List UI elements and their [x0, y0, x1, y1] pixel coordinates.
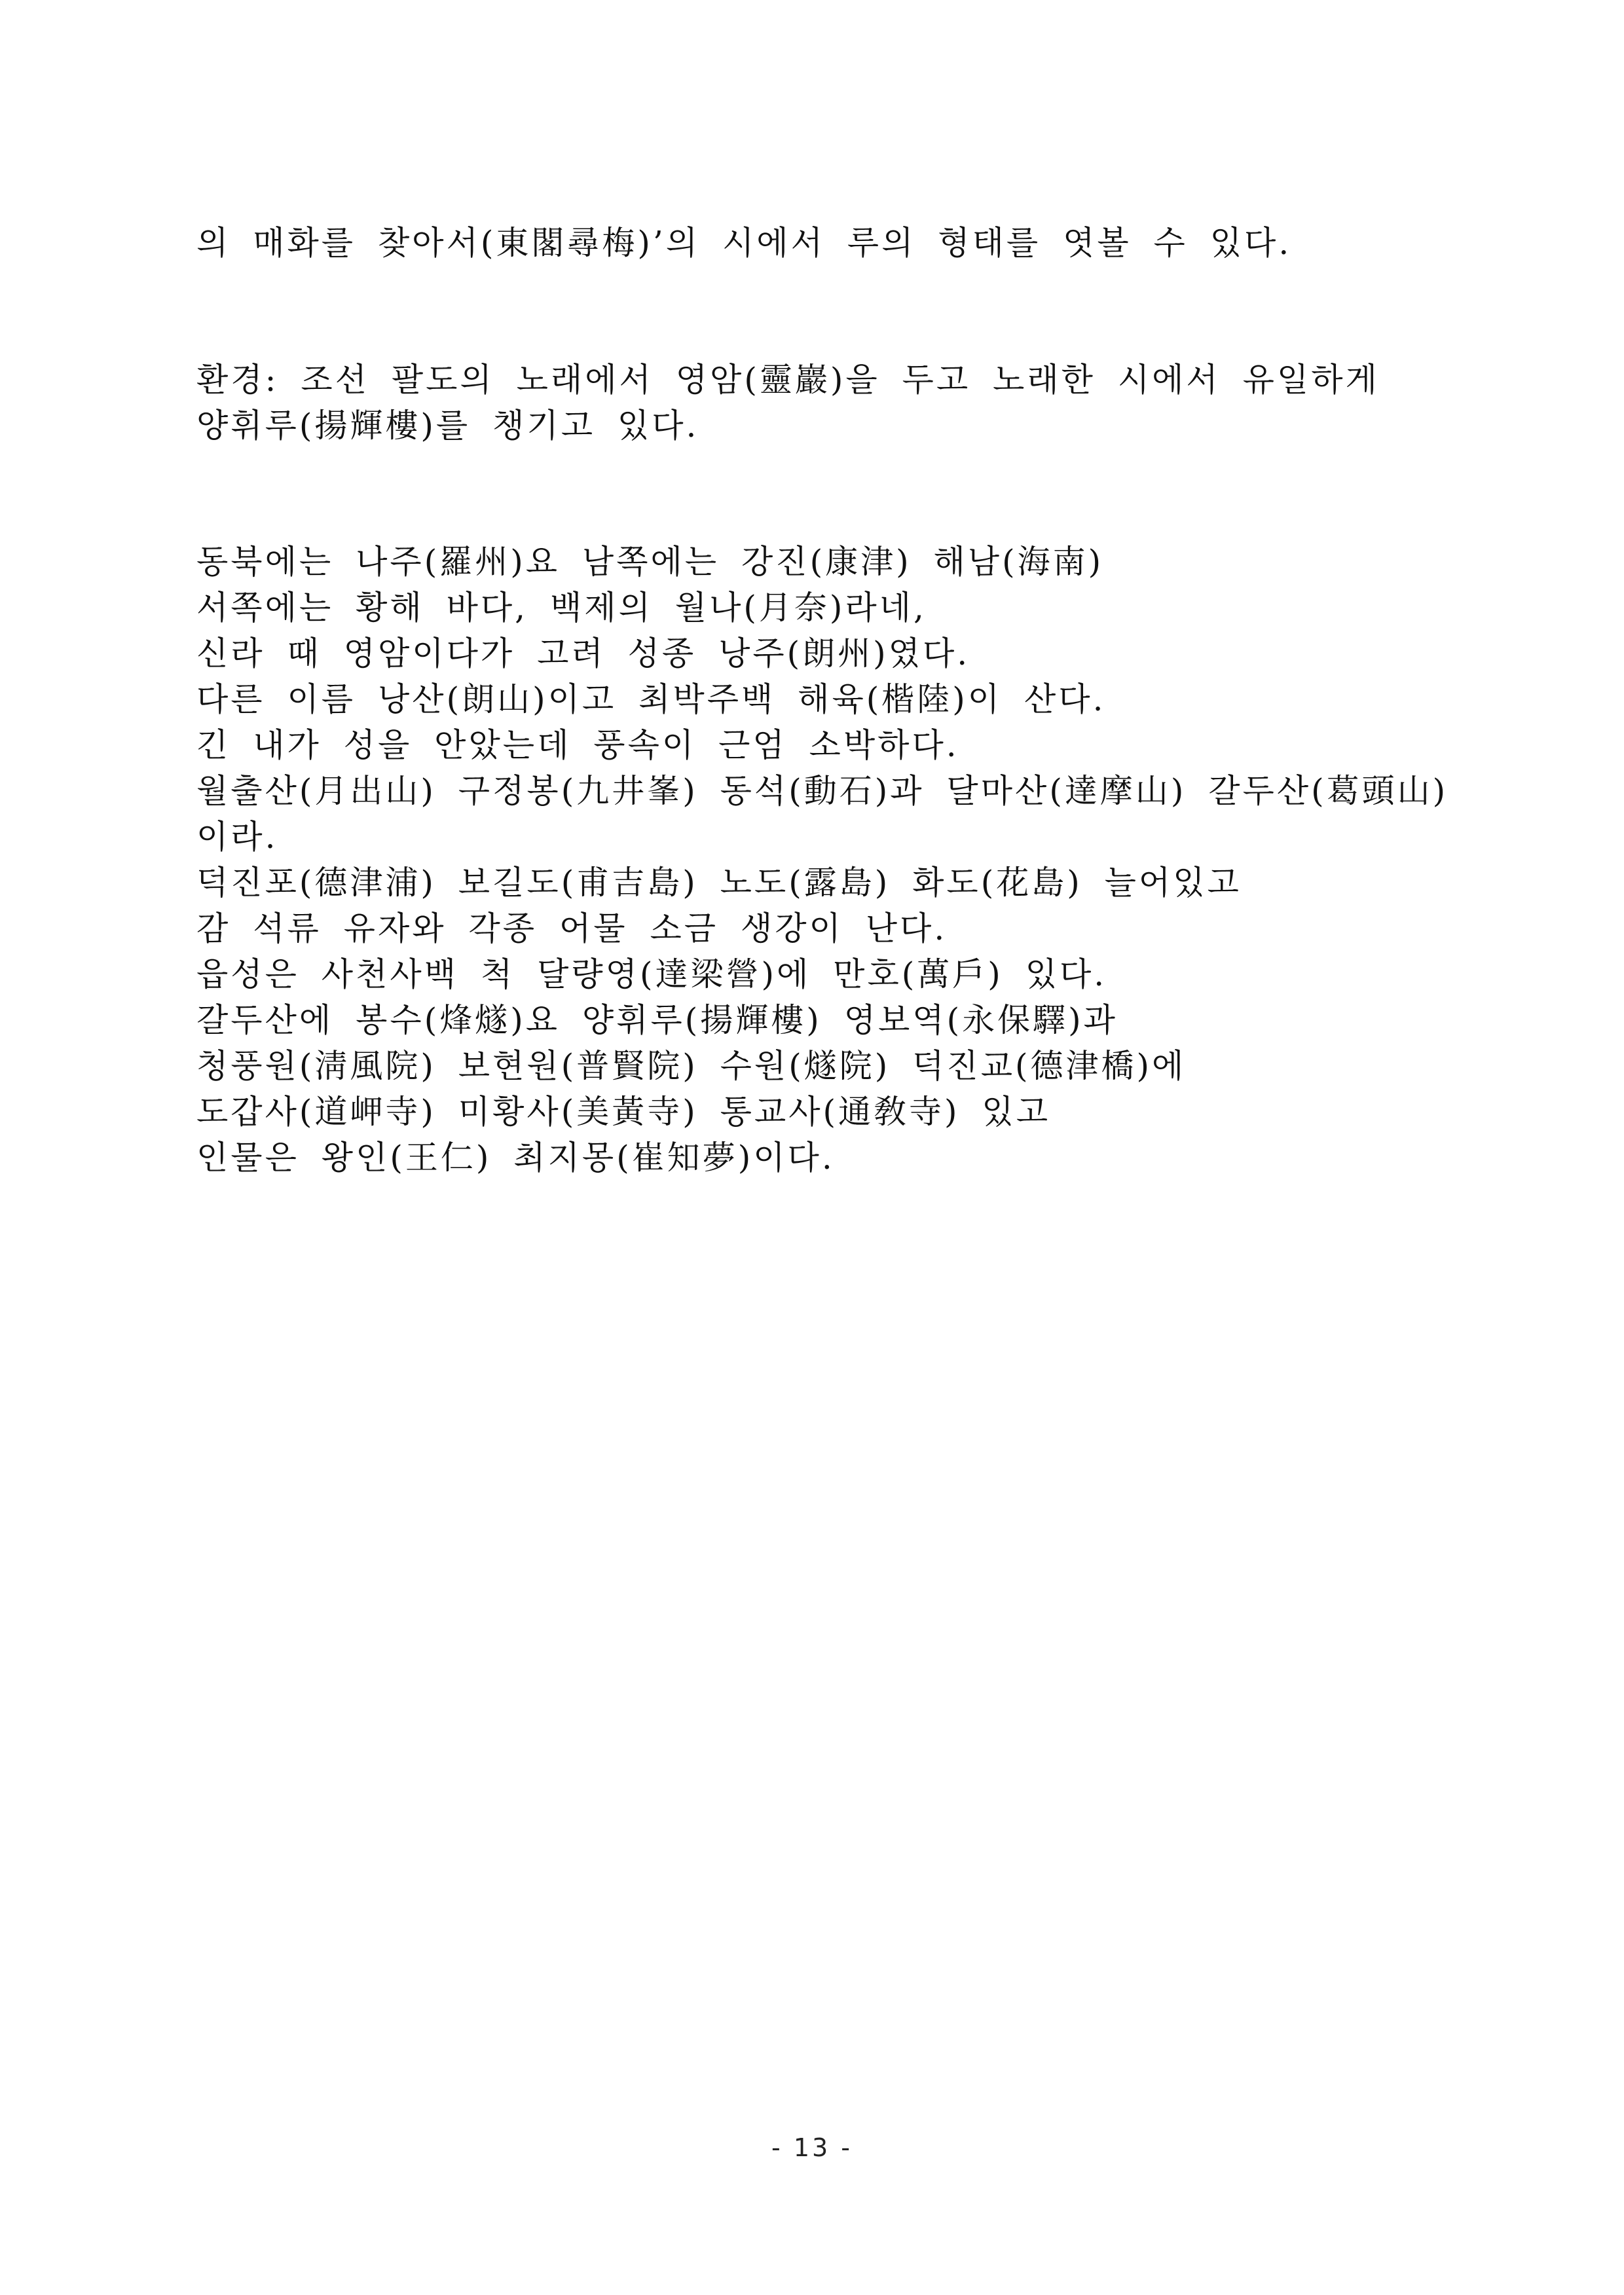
document-body [196, 220, 1449, 1181]
paragraph-gap [196, 266, 1441, 357]
paragraph-gap [196, 449, 1441, 539]
text-line: 환경: 조선 팔도의 노래에서 영암(靈巖)을 두고 노래한 시에서 유일하게 [196, 361, 1380, 399]
poem-line: 인물은 왕인(王仁) 최지몽(崔知夢)이다. [196, 1139, 835, 1177]
poem-line: 덕진포(德津浦) 보길도(甫吉島) 노도(露島) 화도(花島) 늘어있고 [196, 864, 1242, 902]
text-line: 양휘루(揚輝樓)를 챙기고 있다. [196, 407, 699, 445]
page-number: - 13 - [771, 2133, 853, 2162]
poem-line: 서쪽에는 황해 바다, 백제의 월나(月奈)라네, [196, 589, 927, 627]
text-line: 의 매화를 찾아서(東閣尋梅)’의 시에서 루의 형태를 엿볼 수 있다. [196, 224, 1292, 262]
poem-line: 신라 때 영암이다가 고려 성종 낭주(朗州)였다. [196, 634, 970, 672]
poem-line: 다른 이름 낭산(朗山)이고 최박주백 해육(楷陸)이 산다. [196, 680, 1106, 718]
poem-line: 감 석류 유자와 각종 어물 소금 생강이 난다. [196, 909, 948, 947]
poem-line: 동북에는 나주(羅州)요 남쪽에는 강진(康津) 해남(海南) [196, 543, 1104, 581]
poem-line: 도갑사(道岬寺) 미황사(美黃寺) 통교사(通敎寺) 있고 [196, 1093, 1051, 1131]
poem-line: 읍성은 사천사백 척 달량영(達梁營)에 만호(萬戶) 있다. [196, 955, 1107, 993]
poem-line: 청풍원(淸風院) 보현원(普賢院) 수원(燧院) 덕진교(德津橋)에 [196, 1047, 1187, 1085]
poem-line: 이라. [196, 818, 278, 856]
poem-line: 갈두산에 봉수(烽燧)요 양휘루(揚輝樓) 영보역(永保驛)과 [196, 1001, 1118, 1039]
poem-line: 긴 내가 성을 안았는데 풍속이 근엄 소박하다. [196, 726, 959, 764]
poem-line: 월출산(月出山) 구정봉(九井峯) 동석(動石)과 달마산(達摩山) 갈두산(葛頭山) [196, 772, 1449, 810]
